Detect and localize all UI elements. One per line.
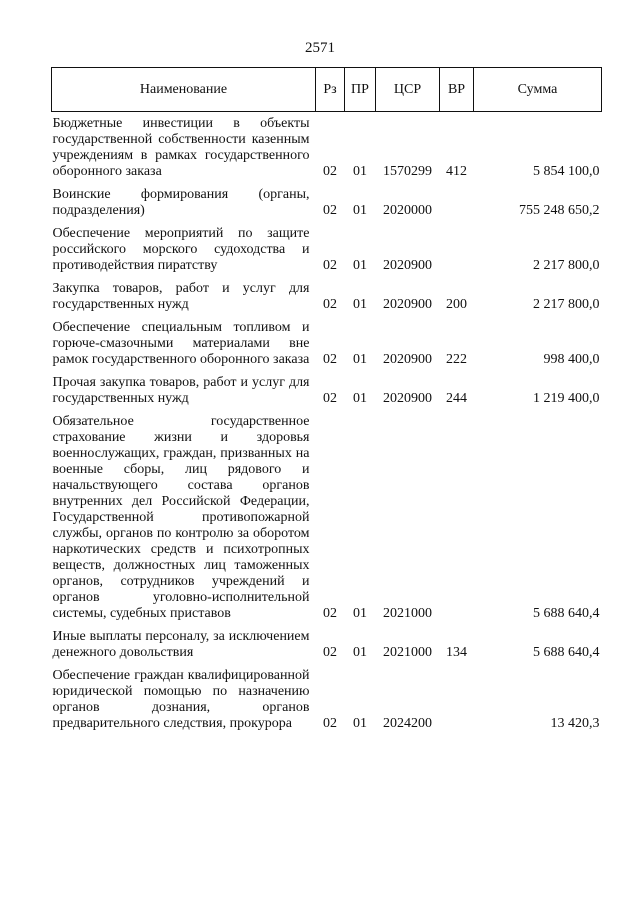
row-vr bbox=[440, 183, 474, 222]
row-csr: 2020000 bbox=[383, 203, 432, 218]
row-rz: 02 bbox=[323, 297, 337, 312]
table-row bbox=[52, 664, 602, 735]
table-row bbox=[52, 112, 602, 184]
row-sum: 5 688 640,4 bbox=[533, 645, 600, 660]
row-sum: 755 248 650,2 bbox=[519, 203, 600, 218]
row-csr: 1570299 bbox=[383, 164, 432, 179]
row-name: Обеспечение граждан квалифицированной юридической помощью по назначению органов дознания, органов предварительного следствия, прокурора bbox=[52, 668, 310, 731]
row-rz: 02 bbox=[323, 164, 337, 179]
row-vr: 412 bbox=[446, 164, 467, 179]
row-rz: 02 bbox=[323, 716, 337, 731]
row-vr bbox=[440, 664, 474, 735]
row-rz: 02 bbox=[323, 258, 337, 273]
row-rz: 02 bbox=[323, 352, 337, 367]
row-vr: 244 bbox=[446, 391, 467, 406]
row-csr: 2020900 bbox=[383, 352, 432, 367]
row-pr: 01 bbox=[353, 203, 367, 218]
row-pr: 01 bbox=[353, 716, 367, 731]
row-pr: 01 bbox=[353, 258, 367, 273]
row-name: Обязательное государственное страхование жизни и здоровья военнослужащих, граждан, призванных на военные сборы, лиц рядового и начальствующего состава органов внутренних дел Российской Федерации, Государственной противопожарной службы, органов по контролю за оборотом наркотических средств и психотропных веществ, должностных лиц таможенных органов, сотрудников учреждений и органов уголовно-исполнительной системы, судебных приставов bbox=[52, 414, 310, 621]
row-csr: 2020900 bbox=[383, 258, 432, 273]
table-header-row bbox=[52, 68, 602, 112]
header-name: Наименование bbox=[52, 68, 316, 112]
row-sum: 5 854 100,0 bbox=[533, 164, 600, 179]
header-vr: ВР bbox=[440, 68, 474, 112]
row-pr: 01 bbox=[353, 391, 367, 406]
table-row bbox=[52, 316, 602, 371]
table-row bbox=[52, 183, 602, 222]
table-row bbox=[52, 371, 602, 410]
budget-table bbox=[51, 67, 602, 735]
table-row bbox=[52, 625, 602, 664]
row-rz: 02 bbox=[323, 606, 337, 621]
table-row bbox=[52, 410, 602, 625]
row-pr: 01 bbox=[353, 352, 367, 367]
table-row bbox=[52, 222, 602, 277]
page-number: 2571 bbox=[305, 40, 335, 56]
row-rz: 02 bbox=[323, 391, 337, 406]
row-name: Воинские формирования (органы, подразделения) bbox=[52, 187, 310, 218]
row-csr: 2020900 bbox=[383, 297, 432, 312]
row-vr: 200 bbox=[446, 297, 467, 312]
header-sum: Сумма bbox=[474, 68, 602, 112]
row-pr: 01 bbox=[353, 645, 367, 660]
row-csr: 2021000 bbox=[383, 606, 432, 621]
row-name: Иные выплаты персоналу, за исключением денежного довольствия bbox=[52, 629, 310, 660]
row-rz: 02 bbox=[323, 203, 337, 218]
row-vr bbox=[440, 410, 474, 625]
table-row bbox=[52, 277, 602, 316]
row-sum: 1 219 400,0 bbox=[533, 391, 600, 406]
row-sum: 2 217 800,0 bbox=[533, 258, 600, 273]
row-csr: 2021000 bbox=[383, 645, 432, 660]
row-vr: 134 bbox=[446, 645, 467, 660]
header-rz: Рз bbox=[316, 68, 345, 112]
header-pr: ПР bbox=[345, 68, 376, 112]
row-name: Закупка товаров, работ и услуг для государственных нужд bbox=[52, 281, 310, 312]
row-pr: 01 bbox=[353, 164, 367, 179]
row-pr: 01 bbox=[353, 606, 367, 621]
row-name: Прочая закупка товаров, работ и услуг для государственных нужд bbox=[52, 375, 310, 406]
row-name: Бюджетные инвестиции в объекты государственной собственности казенным учреждениям в рамках государственного оборонного заказа bbox=[52, 116, 310, 179]
row-rz: 02 bbox=[323, 645, 337, 660]
row-pr: 01 bbox=[353, 297, 367, 312]
row-vr: 222 bbox=[446, 352, 467, 367]
row-vr bbox=[440, 222, 474, 277]
row-name: Обеспечение специальным топливом и горюче-смазочными материалами вне рамок государственного оборонного заказа bbox=[52, 320, 310, 367]
row-name: Обеспечение мероприятий по защите российского морского судоходства и противодействия пиратству bbox=[52, 226, 310, 273]
row-sum: 5 688 640,4 bbox=[533, 606, 600, 621]
row-sum: 13 420,3 bbox=[550, 716, 600, 731]
row-sum: 998 400,0 bbox=[543, 352, 600, 367]
row-sum: 2 217 800,0 bbox=[533, 297, 600, 312]
header-csr: ЦСР bbox=[376, 68, 440, 112]
row-csr: 2024200 bbox=[383, 716, 432, 731]
row-csr: 2020900 bbox=[383, 391, 432, 406]
